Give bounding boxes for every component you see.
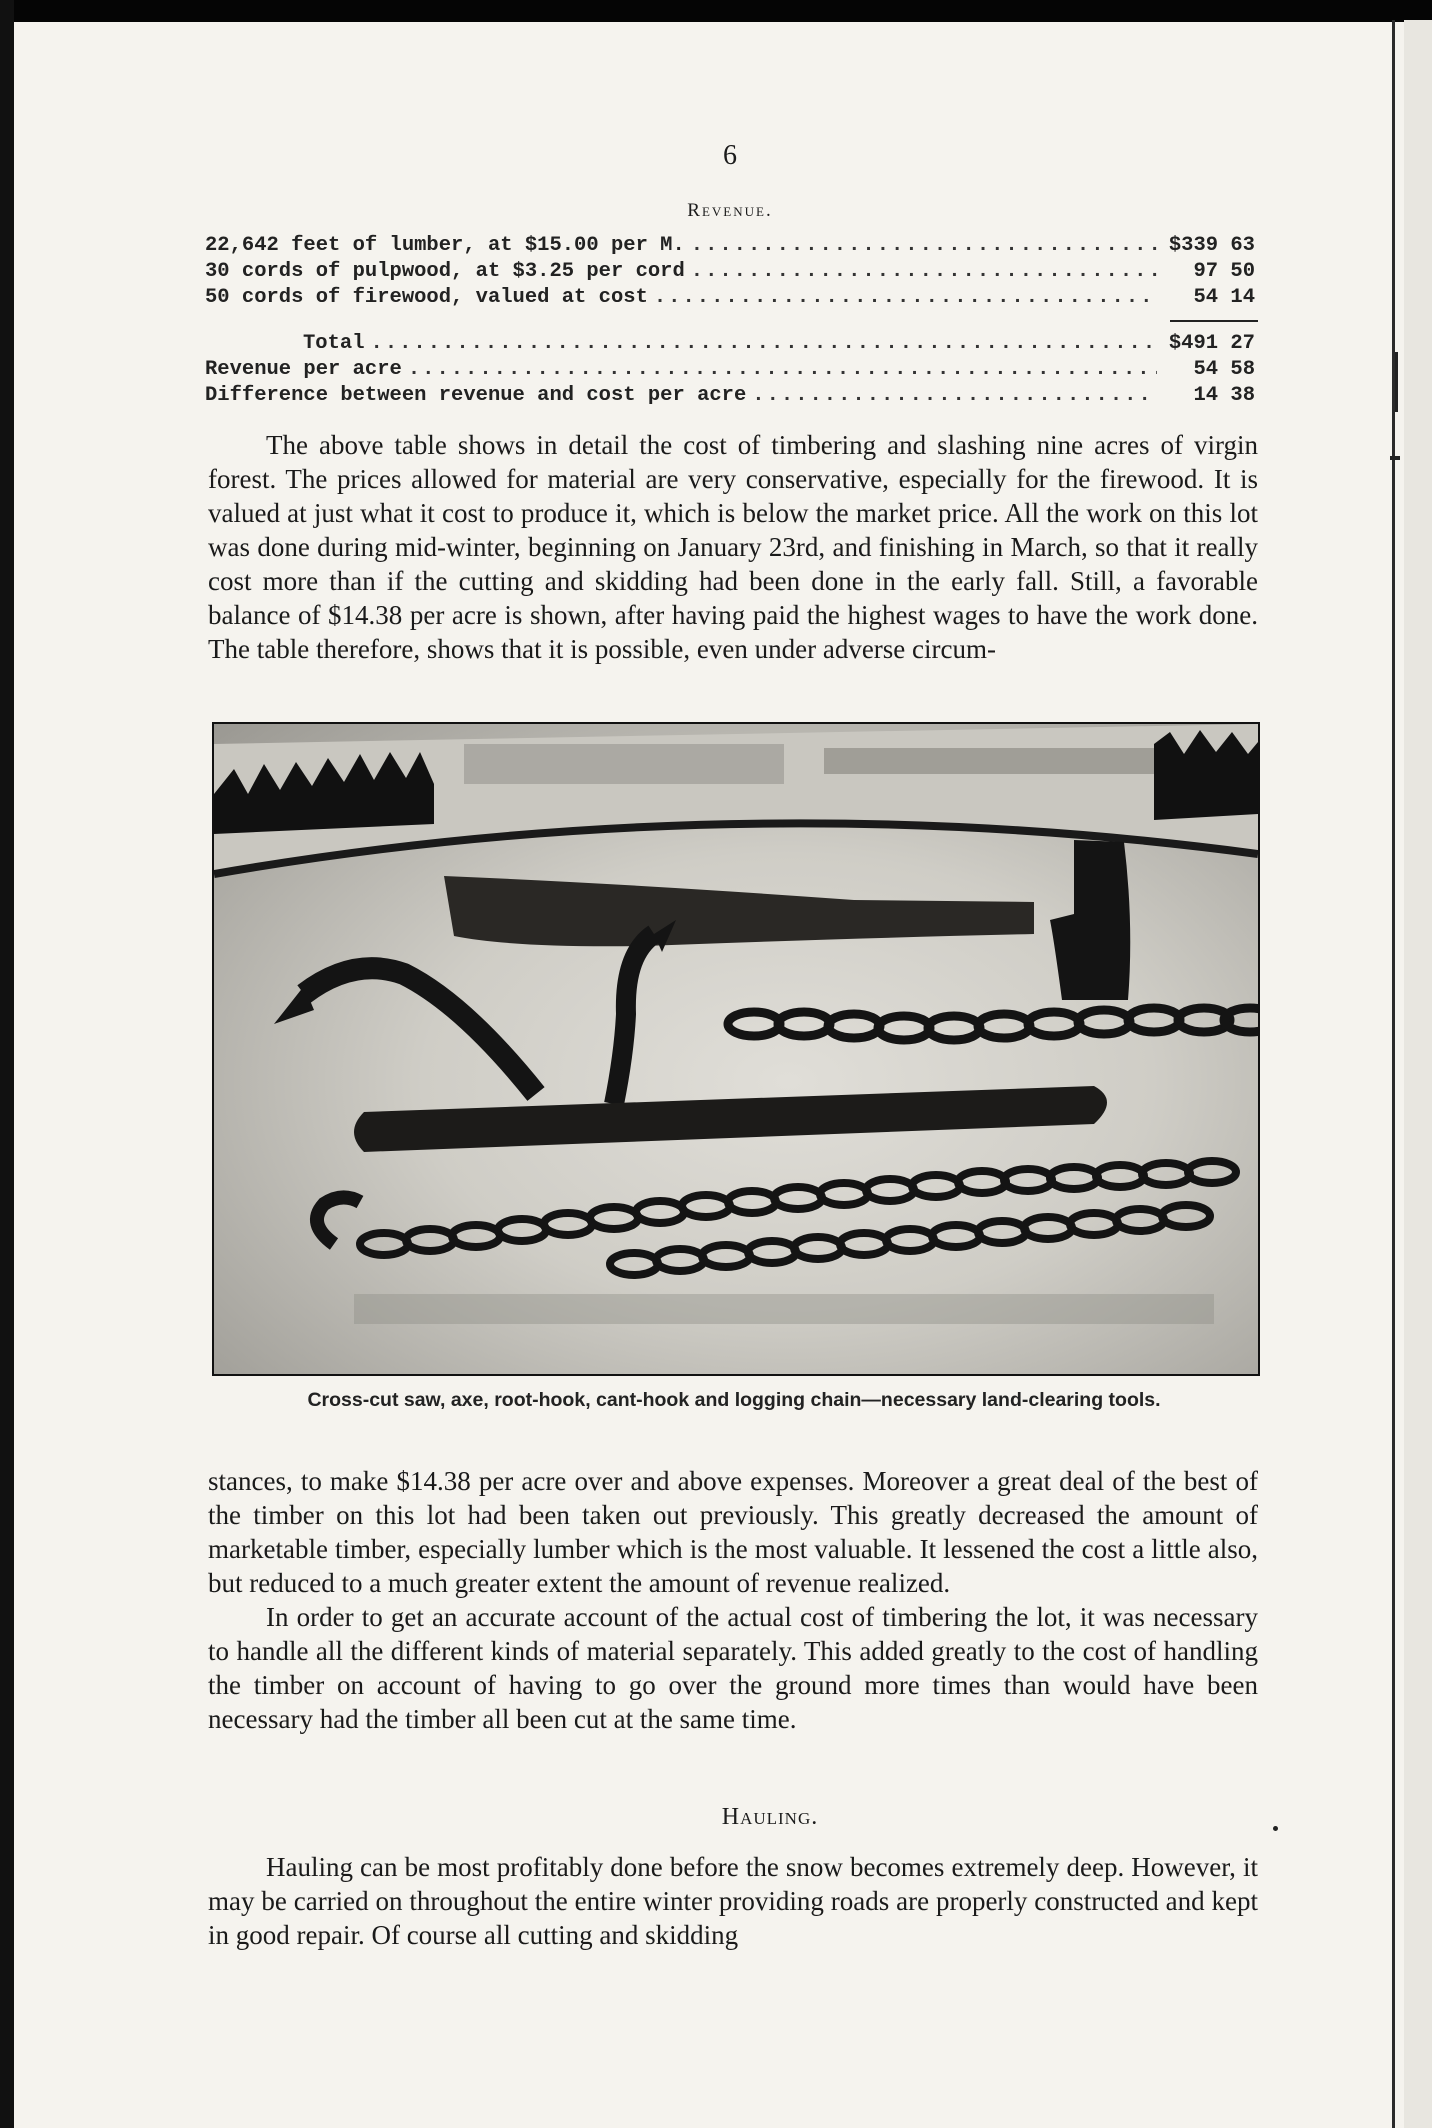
leader-dots [654, 286, 1157, 309]
revenue-heading: Revenue. [687, 200, 773, 221]
paragraph: Hauling can be most profitably done before the snow becomes extremely deep. However, it may be carried on throughout the entire winter providing roads are properly constructed and kept in good repair. Of course all cutting and skidding [208, 1852, 1258, 1950]
leader-dots [691, 234, 1157, 257]
revenue-row-label: 22,642 feet of lumber, at $15.00 per M. [205, 234, 685, 257]
revenue-row-amount: 54 14 [1193, 286, 1255, 309]
tools-illustration [214, 724, 1258, 1374]
summary-row [205, 384, 1255, 410]
summary-row-label: Difference between revenue and cost per acre [205, 384, 747, 407]
revenue-row-amount: $339 63 [1168, 234, 1255, 257]
page-fold-line [1392, 20, 1395, 2128]
binding-mark [1390, 456, 1400, 460]
figure-caption: Cross-cut saw, axe, root-hook, cant-hook and logging chain—necessary land-clearing tools. [307, 1389, 1161, 1411]
hauling-heading: Hauling. [721, 1804, 819, 1830]
revenue-row-amount: 97 50 [1193, 260, 1255, 283]
leader-dots [691, 260, 1157, 283]
body-text-1 [208, 428, 1258, 666]
scan-border-right [1404, 20, 1432, 2128]
leader-dots [408, 358, 1157, 381]
paragraph: The above table shows in detail the cost of timbering and slashing nine acres of virgin forest. The prices allowed for material are very conservative, especially for the firewood. It is valued at just what it cost to produce it, which is below the market price. All the work on this lot was done during mid-winter, beginning on January 23rd, and finishing in March, so that it really cost more than if the cutting and skidding had been done in the early fall. Still, a favorable balance of $14.38 per acre is shown, after having paid the highest wages to have the work done. The table therefore, shows that it is possible, even under adverse circum- [208, 430, 1258, 664]
revenue-row-label: 30 cords of pulpwood, at $3.25 per cord [205, 260, 685, 283]
revenue-row-label: 50 cords of firewood, valued at cost [205, 286, 648, 309]
tools-photograph [212, 722, 1260, 1376]
revenue-row [205, 260, 1255, 286]
binding-mark [1395, 352, 1398, 412]
revenue-items [205, 234, 1255, 312]
scan-border-top [0, 0, 1432, 22]
leader-dots [371, 332, 1157, 355]
revenue-row [205, 286, 1255, 312]
total-rule [1170, 320, 1258, 322]
scan-border-left [0, 0, 14, 2128]
speck [1273, 1826, 1278, 1831]
revenue-summary [205, 332, 1255, 410]
summary-row-label: Total [303, 332, 365, 355]
revenue-row [205, 234, 1255, 260]
page-number: 6 [723, 140, 737, 171]
summary-row-amount: 14 38 [1193, 384, 1255, 407]
summary-row-amount: 54 58 [1193, 358, 1255, 381]
paragraph: In order to get an accurate account of the actual cost of timbering the lot, it was necessary to handle all the different kinds of material separately. This added greatly to the cost of handling the timber on account of having to go over the ground more times than would have been necessary had the timber all been cut at the same time. [208, 1602, 1258, 1734]
body-text-3 [208, 1850, 1258, 1952]
body-text-2 [208, 1464, 1258, 1736]
summary-row-label: Revenue per acre [205, 358, 402, 381]
summary-row [205, 358, 1255, 384]
leader-dots [752, 384, 1157, 407]
summary-row-amount: $491 27 [1168, 332, 1255, 355]
summary-row-total [205, 332, 1255, 358]
paragraph: stances, to make $14.38 per acre over and above expenses. Moreover a great deal of the best of the timber on this lot had been taken out previously. This greatly decreased the amount of marketable timber, especially lumber which is the most valuable. It lessened the cost a little also, but reduced to a much greater extent the amount of revenue realized. [208, 1466, 1258, 1598]
